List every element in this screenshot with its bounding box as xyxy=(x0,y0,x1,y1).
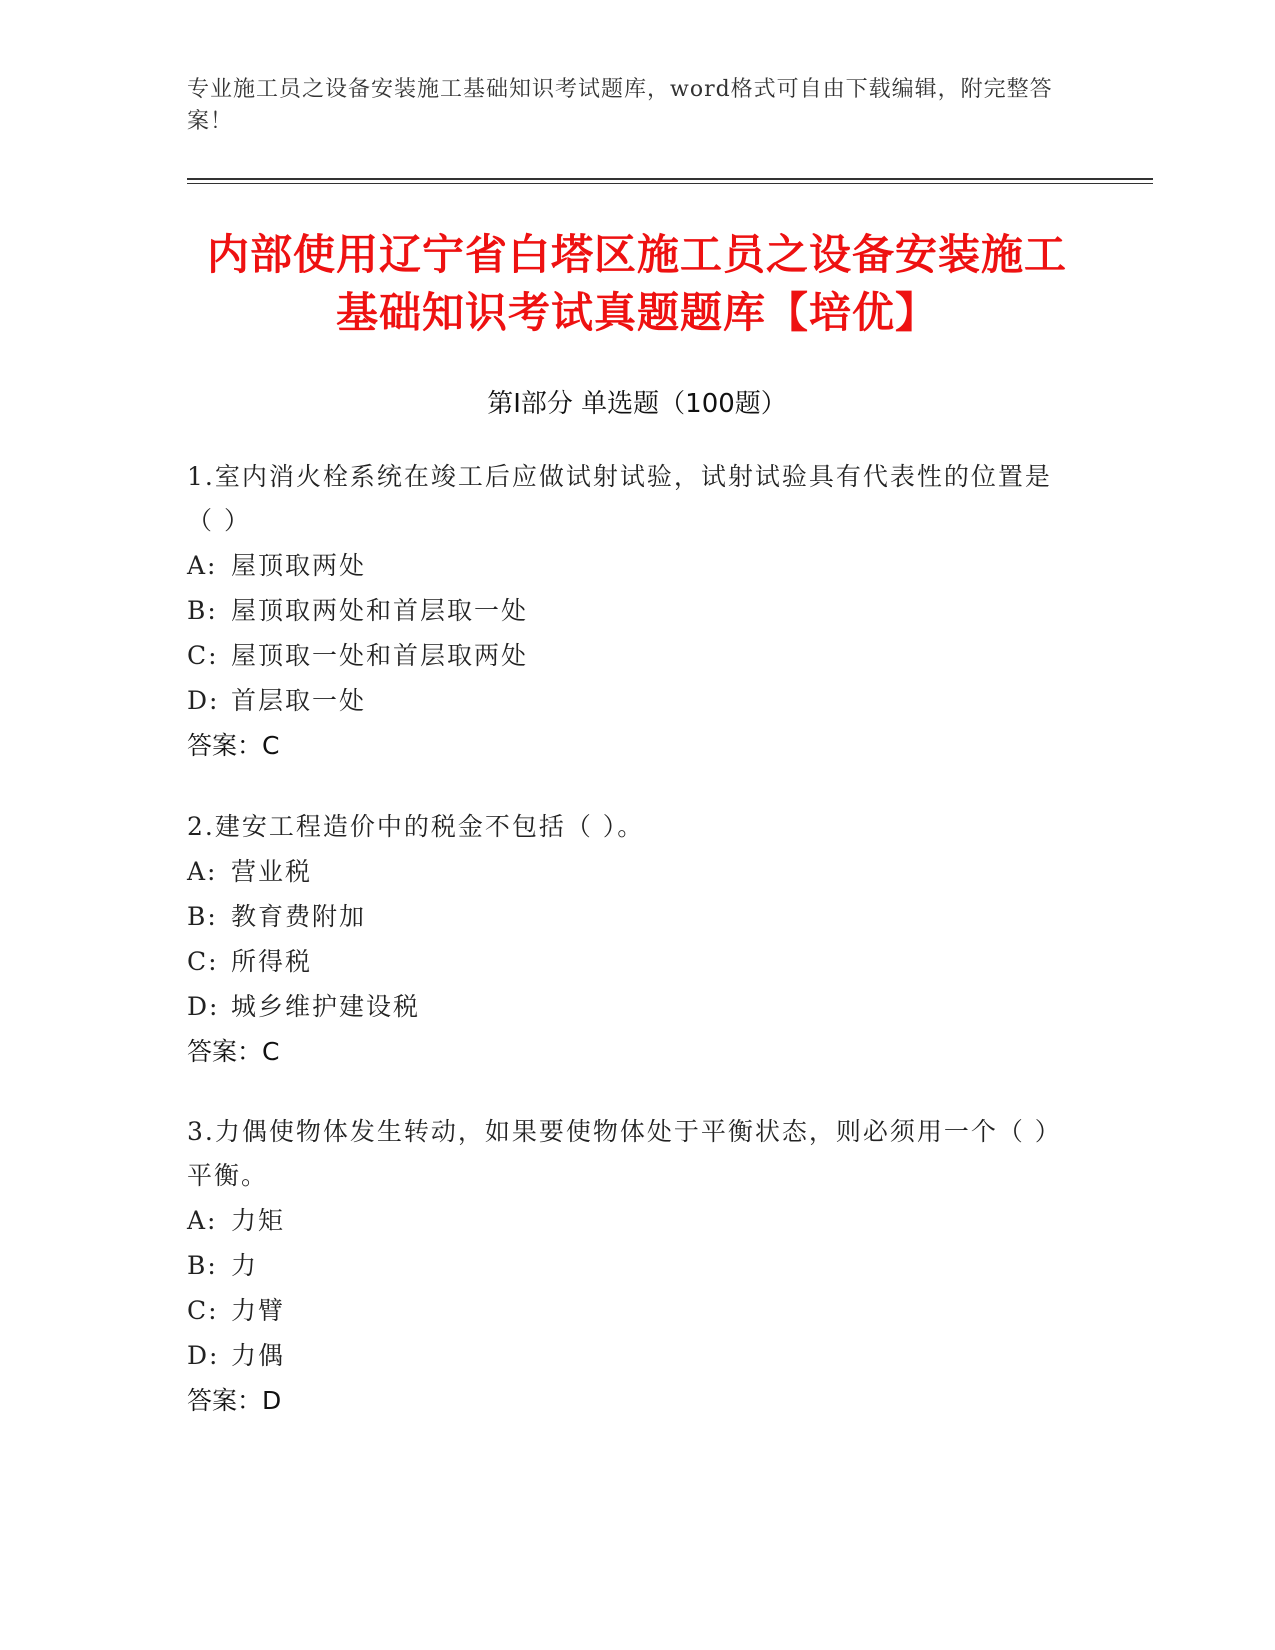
document-title: 内部使用辽宁省白塔区施工员之设备安装施工基础知识考试真题题库【培优】 xyxy=(206,230,1067,337)
option-d xyxy=(187,1333,1067,1378)
option-d xyxy=(187,984,1067,1029)
option-text: 力 xyxy=(231,1251,259,1280)
question-2 xyxy=(187,805,1067,1075)
option-text: 营业税 xyxy=(231,857,313,886)
option-b xyxy=(187,894,1067,939)
option-c xyxy=(187,633,1067,678)
answer: 答案：D xyxy=(187,1386,282,1415)
option-key: A: xyxy=(187,551,218,580)
option-text: 所得税 xyxy=(231,947,313,976)
option-a xyxy=(187,543,1067,588)
answer: 答案：C xyxy=(187,1037,280,1066)
question-stem: 2.建安工程造价中的税金不包括（ ）。 xyxy=(187,812,645,841)
option-text: 城乡维护建设税 xyxy=(231,992,421,1021)
option-key: A: xyxy=(187,1206,218,1235)
option-text: 教育费附加 xyxy=(231,902,367,931)
option-a xyxy=(187,849,1067,894)
option-key: B: xyxy=(187,1251,218,1280)
option-c xyxy=(187,1288,1067,1333)
option-key: D: xyxy=(187,686,220,715)
option-text: 屋顶取一处和首层取两处 xyxy=(231,641,529,670)
option-text: 力偶 xyxy=(231,1341,286,1370)
answer: 答案：C xyxy=(187,731,280,760)
option-a xyxy=(187,1198,1067,1243)
option-c xyxy=(187,939,1067,984)
question-1 xyxy=(187,455,1067,769)
option-key: C: xyxy=(187,641,219,670)
question-3 xyxy=(187,1110,1067,1424)
option-text: 首层取一处 xyxy=(231,686,367,715)
option-key: C: xyxy=(187,947,219,976)
question-stem: 1.室内消火栓系统在竣工后应做试射试验，试射试验具有代表性的位置是（ ） xyxy=(187,462,1052,535)
section-title: 第I部分 单选题（100题） xyxy=(487,389,787,419)
option-key: D: xyxy=(187,992,220,1021)
option-b xyxy=(187,1243,1067,1288)
option-b xyxy=(187,588,1067,633)
question-stem: 3.力偶使物体发生转动，如果要使物体处于平衡状态，则必须用一个（ ）平衡。 xyxy=(187,1117,1062,1190)
header-note: 专业施工员之设备安装施工基础知识考试题库，word格式可自由下载编辑，附完整答案！ xyxy=(187,77,1053,134)
option-key: D: xyxy=(187,1341,220,1370)
option-text: 力臂 xyxy=(231,1296,286,1325)
option-key: B: xyxy=(187,596,218,625)
option-key: A: xyxy=(187,857,218,886)
option-text: 屋顶取两处和首层取一处 xyxy=(231,596,529,625)
option-d xyxy=(187,678,1067,723)
option-key: B: xyxy=(187,902,218,931)
header-divider-thick xyxy=(187,178,1153,180)
option-text: 屋顶取两处 xyxy=(231,551,367,580)
option-key: C: xyxy=(187,1296,219,1325)
option-text: 力矩 xyxy=(231,1206,286,1235)
header-divider-thin xyxy=(187,183,1153,184)
